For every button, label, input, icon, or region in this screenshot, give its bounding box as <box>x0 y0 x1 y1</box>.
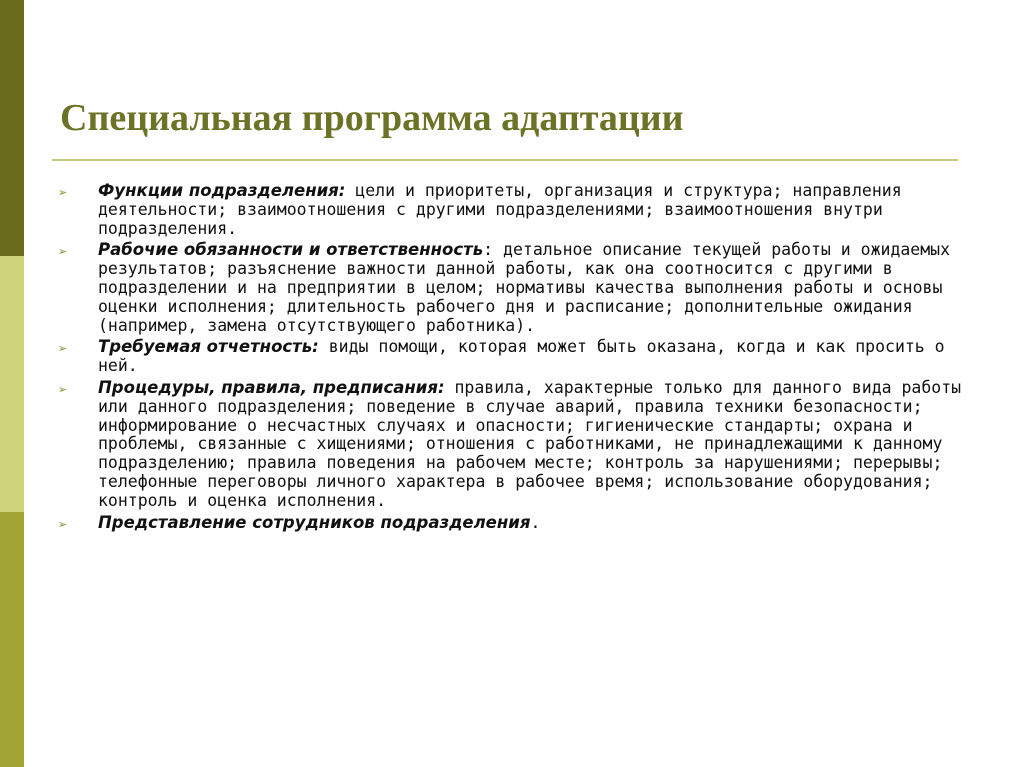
sidebar-stripe-light <box>0 256 24 512</box>
title-underline <box>52 159 958 161</box>
slide-title: Специальная программа адаптации <box>60 97 684 139</box>
bullet-item-department-functions <box>58 182 988 238</box>
bullet-text: : детальное описание текущей работы и ожидаемых результатов; разъяснение важности данной работы, как она соотносится с другими в подразделении и на предприятии в целом; нормативы качества выполнения работы и основы оценки исполнения; длительность рабочего дня и расписание; дополнительные ожидания (например, замена отсутствующего работника). <box>98 240 951 335</box>
bullet-item-introduction <box>58 514 988 533</box>
bullet-text: правила, характерные только для данного вида работы или данного подразделения; поведение в случае аварий, правила техники безопасности; информирование о несчастных случаях и опасности; гигиенические стандарты; охрана и проблемы, связанные с хищениями; отношения с работниками, не принадлежащими к данному подразделению; правила поведения на рабочем месте; контроль за нарушениями; перерывы; телефонные переговоры личного характера в рабочее время; использование оборудования; контроль и оценка исполнения. <box>98 377 962 510</box>
bullet-list <box>58 182 988 535</box>
bullet-term: Процедуры, правила, предписания: <box>98 377 445 397</box>
bullet-item-procedures <box>58 379 988 511</box>
bullet-term: Функции подразделения: <box>98 181 346 200</box>
bullet-term: Требуемая отчетность: <box>98 337 319 357</box>
bullet-item-duties <box>58 241 988 335</box>
sidebar-stripe-dark <box>0 0 24 256</box>
bullet-term: Рабочие обязанности и ответственность <box>98 240 484 260</box>
arrow-bullet-icon: ➢ <box>58 382 68 396</box>
bullet-text: . <box>530 512 541 532</box>
arrow-bullet-icon: ➢ <box>58 186 68 199</box>
arrow-bullet-icon: ➢ <box>58 517 68 531</box>
arrow-bullet-icon: ➢ <box>58 245 68 259</box>
arrow-bullet-icon: ➢ <box>58 342 68 356</box>
bullet-text: виды помощи, которая может быть оказана, когда и как просить о ней. <box>98 337 945 376</box>
sidebar-stripe-olive <box>0 512 24 767</box>
bullet-term: Представление сотрудников подразделения <box>98 512 531 532</box>
bullet-item-reporting <box>58 338 988 376</box>
bullet-text: цели и приоритеты, организация и структура; направления деятельности; взаимоотношения с другими подразделениями; взаимоотношения внутри подразделения. <box>98 181 902 238</box>
